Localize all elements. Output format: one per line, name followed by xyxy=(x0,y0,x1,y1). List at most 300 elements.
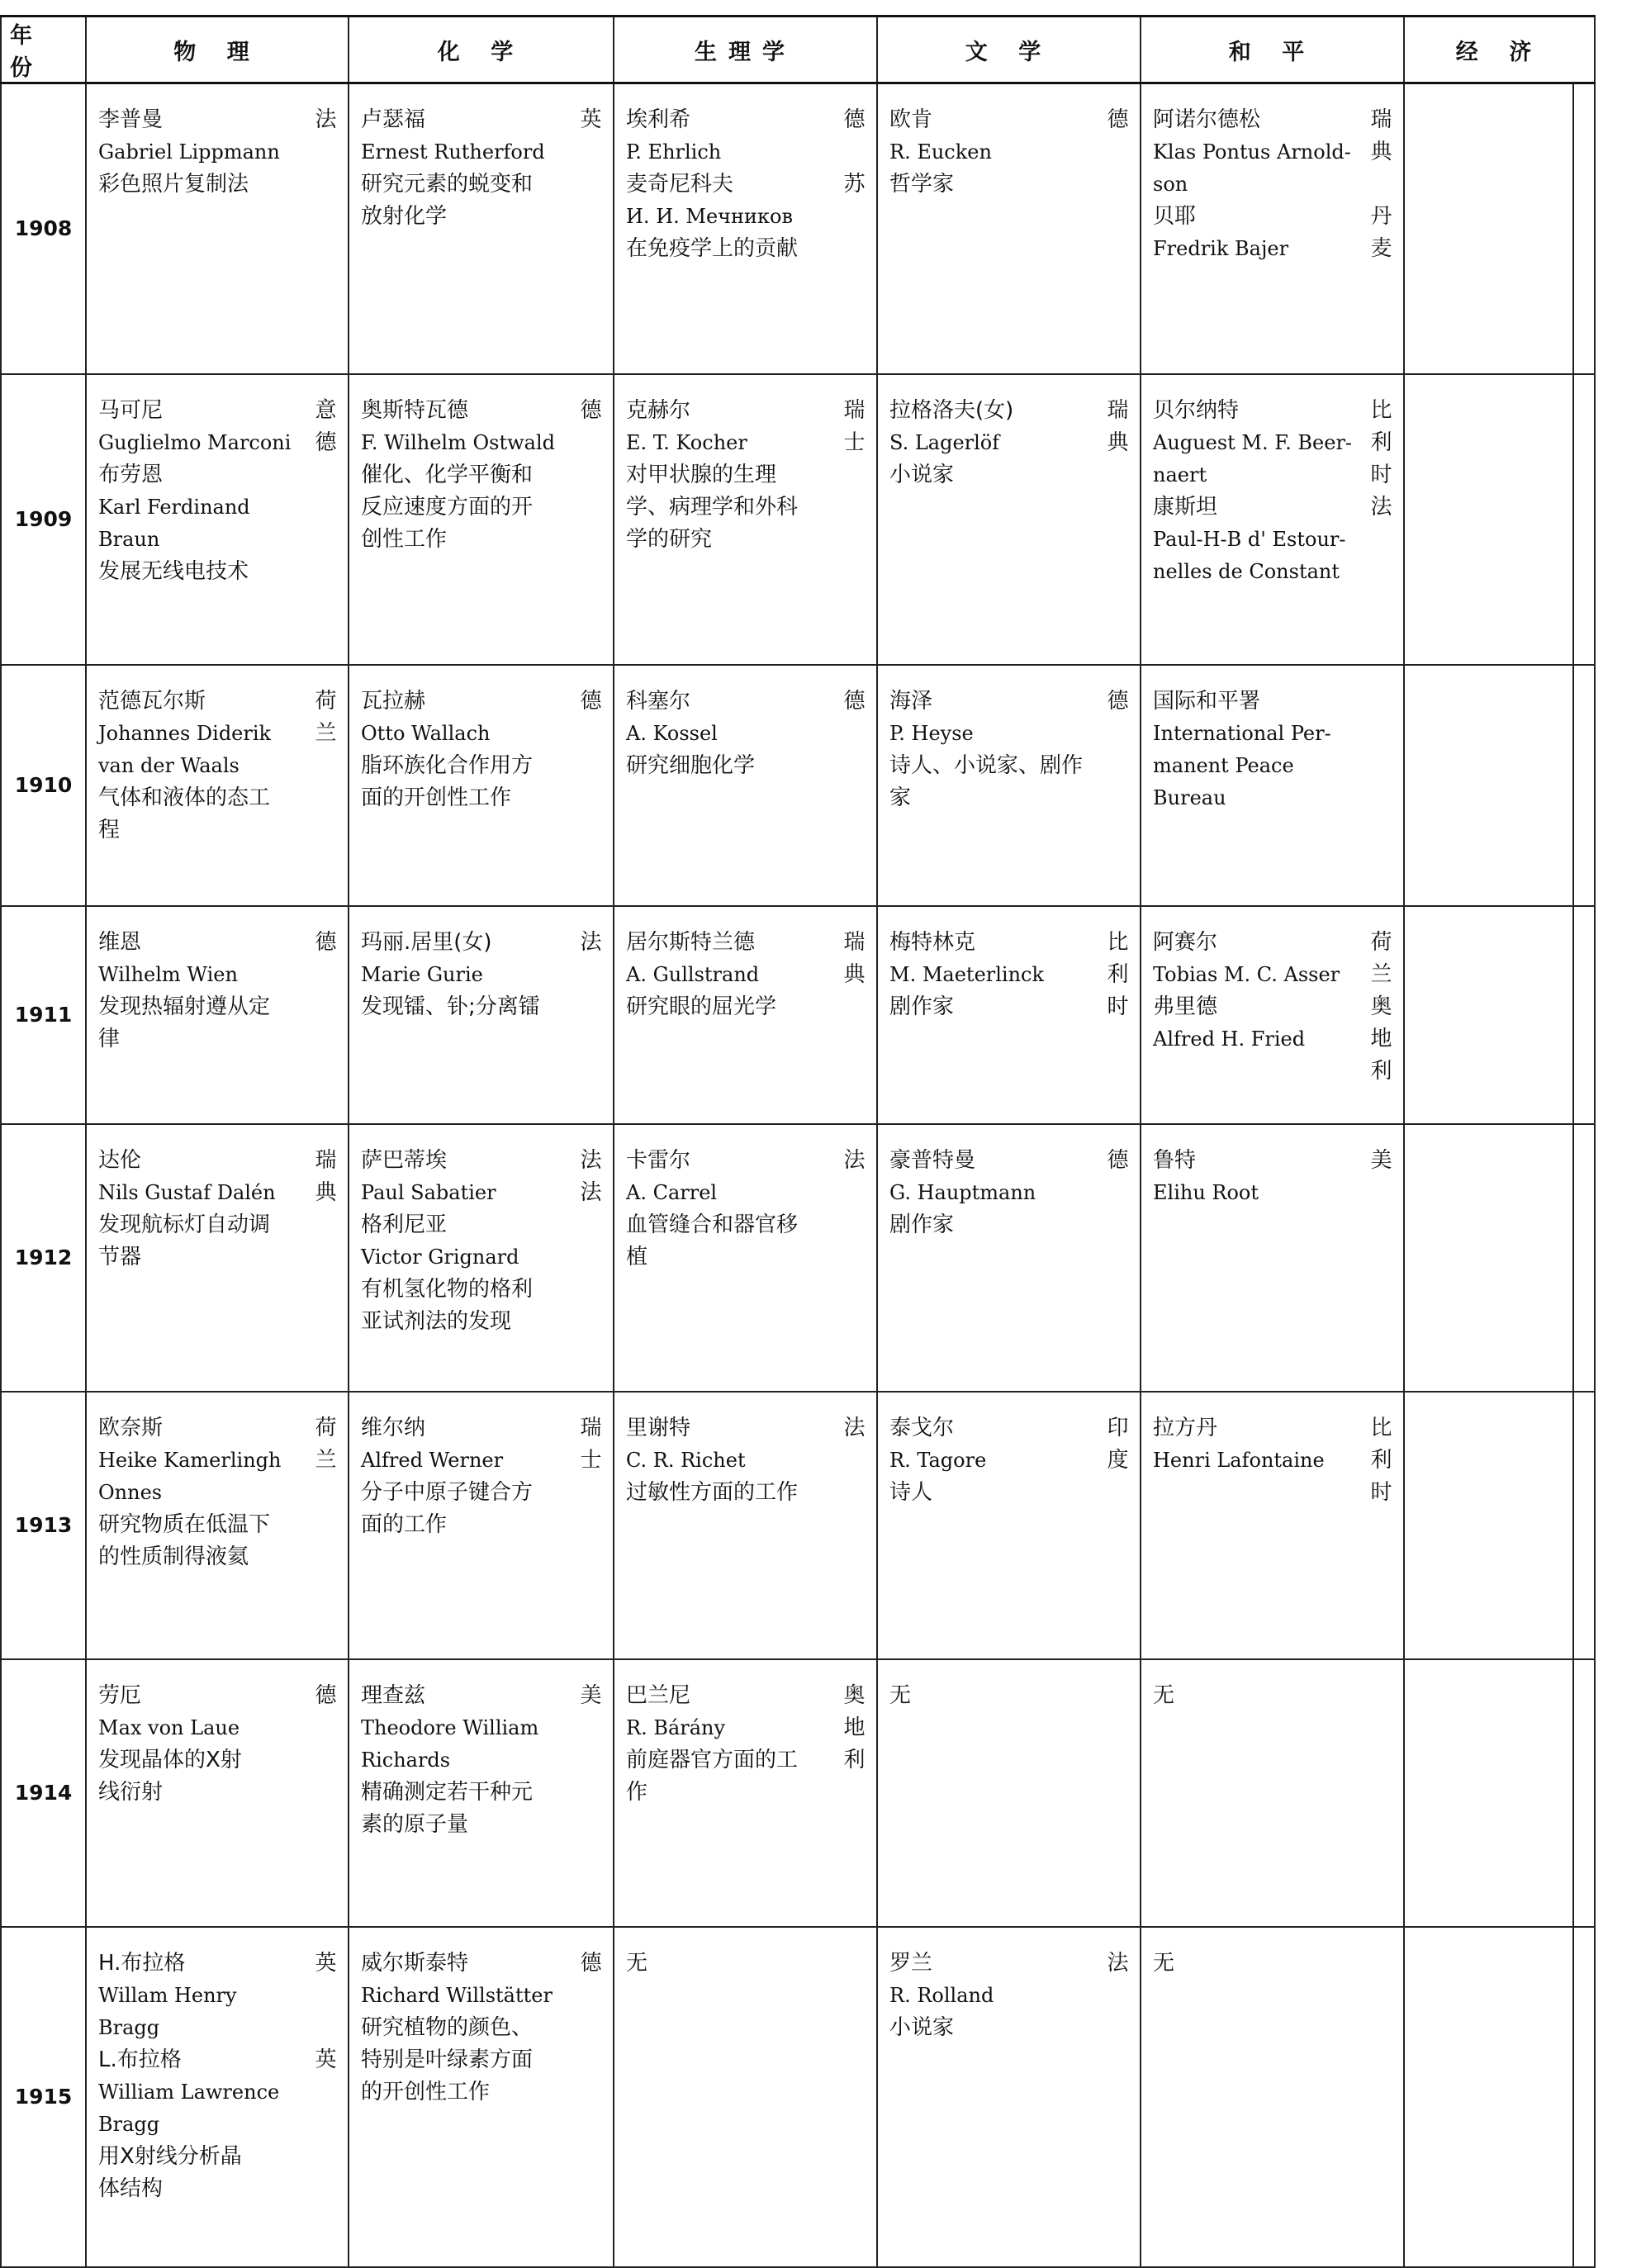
physiology-text-line: 卡雷尔 xyxy=(626,1147,691,1173)
physics-laureate-cell xyxy=(86,665,304,906)
chemistry-country-cell xyxy=(569,374,614,665)
peace-text-line: 康斯坦 xyxy=(1153,494,1218,520)
chemistry-country-char: 德 xyxy=(580,1950,602,1976)
physics-text-line: 发展无线电技术 xyxy=(98,558,249,584)
physiology-country-char: 瑞 xyxy=(843,929,866,955)
chemistry-laureate-cell xyxy=(349,83,569,374)
literature-laureate-cell xyxy=(877,1927,1096,2267)
chemistry-country-cell xyxy=(569,906,614,1124)
physics-text-line: Willam Henry xyxy=(98,1983,237,2007)
literature-country-char: 时 xyxy=(1107,994,1129,1019)
peace-laureate-cell xyxy=(1141,1927,1359,2267)
literature-country-char: 德 xyxy=(1107,688,1129,714)
table-body xyxy=(1,83,1595,2267)
literature-text-line: M. Maeterlinck xyxy=(889,962,1045,986)
header-peace: 和 平 xyxy=(1141,17,1404,83)
physics-text-line: 的性质制得液氦 xyxy=(98,1544,249,1569)
peace-country-char: 利 xyxy=(1370,1058,1392,1084)
literature-text-line: 小说家 xyxy=(889,2014,955,2040)
physics-laureate-cell xyxy=(86,1927,304,2267)
physics-text-line: 研究物质在低温下 xyxy=(98,1511,271,1537)
peace-text-line: 国际和平署 xyxy=(1153,688,1261,714)
chemistry-country-cell xyxy=(569,665,614,906)
physics-country-char: 兰 xyxy=(315,720,337,746)
economics-laureate-cell xyxy=(1404,374,1573,665)
physics-country-char: 荷 xyxy=(315,688,337,714)
chemistry-text-line: 玛丽.居里(女) xyxy=(361,929,492,955)
physics-laureate-cell xyxy=(86,1124,304,1392)
literature-country-cell xyxy=(1096,1927,1141,2267)
economics-country-cell xyxy=(1573,665,1595,906)
year-cell: 1913 xyxy=(1,1392,86,1659)
literature-country-cell xyxy=(1096,374,1141,665)
economics-country-cell xyxy=(1573,1927,1595,2267)
chemistry-country-cell xyxy=(569,1124,614,1392)
physiology-laureate-cell xyxy=(614,906,832,1124)
physiology-text-line: 科塞尔 xyxy=(626,688,691,714)
physics-text-line: 发现晶体的X射 xyxy=(98,1747,242,1772)
peace-country-char: 时 xyxy=(1370,1479,1392,1505)
physiology-text-line: 血管缝合和器官移 xyxy=(626,1212,799,1237)
peace-text-line: 拉方丹 xyxy=(1153,1415,1218,1440)
nobel-prize-table xyxy=(0,15,1596,2268)
literature-text-line: 家 xyxy=(889,785,912,810)
physics-text-line: Bragg xyxy=(98,2112,160,2136)
chemistry-laureate-cell xyxy=(349,374,569,665)
physiology-country-char: 典 xyxy=(843,961,866,987)
chemistry-country-char: 美 xyxy=(580,1682,602,1708)
economics-country-cell xyxy=(1573,1392,1595,1659)
physics-country-char: 英 xyxy=(315,1950,337,1976)
literature-country-cell xyxy=(1096,1392,1141,1659)
economics-country-cell xyxy=(1573,906,1595,1124)
chemistry-text-line: 放射化学 xyxy=(361,204,448,229)
physiology-text-line: 研究细胞化学 xyxy=(626,752,756,778)
physics-text-line: 体结构 xyxy=(98,2175,164,2201)
peace-laureate-cell xyxy=(1141,1124,1359,1392)
table-row xyxy=(1,374,1595,665)
chemistry-country-char: 英 xyxy=(580,107,602,132)
literature-text-line: 哲学家 xyxy=(889,172,955,197)
physics-laureate-cell xyxy=(86,1392,304,1659)
peace-country-char: 法 xyxy=(1370,494,1392,520)
chemistry-text-line: 格利尼亚 xyxy=(361,1212,448,1237)
physiology-text-line: 克赫尔 xyxy=(626,397,691,423)
literature-laureate-cell xyxy=(877,374,1096,665)
physics-text-line: H.布拉格 xyxy=(98,1950,186,1976)
physics-text-line: Heike Kamerlingh xyxy=(98,1448,282,1472)
physiology-text-line: 巴兰尼 xyxy=(626,1682,691,1708)
physics-text-line: 程 xyxy=(98,817,121,842)
literature-country-char: 典 xyxy=(1107,429,1129,455)
peace-text-line: nelles de Constant xyxy=(1153,559,1340,583)
physics-text-line: 布劳恩 xyxy=(98,462,164,487)
literature-country-char: 利 xyxy=(1107,961,1129,987)
literature-country-char: 瑞 xyxy=(1107,397,1129,423)
literature-country-cell xyxy=(1096,665,1141,906)
physics-text-line: Johannes Diderik xyxy=(98,721,272,745)
chemistry-laureate-cell xyxy=(349,1927,569,2267)
peace-country-char: 利 xyxy=(1370,1447,1392,1473)
physiology-text-line: 居尔斯特兰德 xyxy=(626,929,756,955)
physiology-country-cell xyxy=(832,1659,877,1927)
physiology-country-char: 奥 xyxy=(843,1682,866,1708)
peace-text-line: Bureau xyxy=(1153,785,1226,809)
peace-country-cell xyxy=(1359,83,1404,374)
chemistry-text-line: 创性工作 xyxy=(361,526,448,552)
physiology-country-cell xyxy=(832,1124,877,1392)
peace-country-char: 利 xyxy=(1370,429,1392,455)
year-cell: 1914 xyxy=(1,1659,86,1927)
peace-country-cell xyxy=(1359,1659,1404,1927)
chemistry-text-line: Richard Willstätter xyxy=(361,1983,553,2007)
chemistry-text-line: Paul Sabatier xyxy=(361,1180,496,1204)
chemistry-text-line: 精确测定若干种元 xyxy=(361,1779,534,1805)
physiology-laureate-cell xyxy=(614,1124,832,1392)
peace-country-char: 比 xyxy=(1370,1415,1392,1440)
physics-text-line: 气体和液体的态工 xyxy=(98,785,271,810)
chemistry-text-line: 研究植物的颜色、 xyxy=(361,2014,534,2040)
peace-laureate-cell xyxy=(1141,665,1359,906)
chemistry-country-cell xyxy=(569,1927,614,2267)
peace-country-cell xyxy=(1359,1392,1404,1659)
year-cell: 1912 xyxy=(1,1124,86,1392)
literature-laureate-cell xyxy=(877,1659,1096,1927)
chemistry-text-line: 特别是叶绿素方面 xyxy=(361,2047,534,2072)
chemistry-text-line: 面的工作 xyxy=(361,1511,448,1537)
economics-country-cell xyxy=(1573,1124,1595,1392)
chemistry-country-cell xyxy=(569,83,614,374)
economics-country-cell xyxy=(1573,1659,1595,1927)
peace-country-char: 比 xyxy=(1370,397,1392,423)
literature-laureate-cell xyxy=(877,906,1096,1124)
chemistry-text-line: Marie Gurie xyxy=(361,962,483,986)
physics-text-line: 欧奈斯 xyxy=(98,1415,164,1440)
physics-text-line: 用X射线分析晶 xyxy=(98,2143,242,2169)
physics-country-cell xyxy=(304,1659,349,1927)
literature-text-line: 泰戈尔 xyxy=(889,1415,955,1440)
table-row xyxy=(1,1392,1595,1659)
physics-laureate-cell xyxy=(86,906,304,1124)
physics-country-char: 典 xyxy=(315,1179,337,1205)
chemistry-country-cell xyxy=(569,1659,614,1927)
physics-country-cell xyxy=(304,906,349,1124)
physics-text-line: 律 xyxy=(98,1026,121,1051)
peace-text-line: 贝耶 xyxy=(1153,204,1197,229)
literature-laureate-cell xyxy=(877,1124,1096,1392)
table-row xyxy=(1,1659,1595,1927)
physics-country-cell xyxy=(304,374,349,665)
chemistry-text-line: Alfred Werner xyxy=(361,1448,504,1472)
physiology-country-char: 利 xyxy=(843,1747,866,1772)
header-row xyxy=(1,17,1595,83)
physics-country-char: 荷 xyxy=(315,1415,337,1440)
peace-text-line: Tobias M. C. Asser xyxy=(1153,962,1340,986)
literature-country-char: 法 xyxy=(1107,1950,1129,1976)
literature-laureate-cell xyxy=(877,665,1096,906)
peace-country-char: 瑞 xyxy=(1370,107,1392,132)
economics-laureate-cell xyxy=(1404,665,1573,906)
peace-text-line: 贝尔纳特 xyxy=(1153,397,1240,423)
physiology-country-char: 苏 xyxy=(843,172,866,197)
year-cell: 1909 xyxy=(1,374,86,665)
peace-country-char: 荷 xyxy=(1370,929,1392,955)
physics-text-line: 节器 xyxy=(98,1244,142,1269)
literature-text-line: 拉格洛夫(女) xyxy=(889,397,1014,423)
table-row xyxy=(1,665,1595,906)
peace-text-line: Henri Lafontaine xyxy=(1153,1448,1325,1472)
physics-text-line: 线衍射 xyxy=(98,1779,164,1805)
peace-country-cell xyxy=(1359,1124,1404,1392)
peace-text-line: son xyxy=(1153,173,1188,196)
physics-text-line: Braun xyxy=(98,527,160,551)
physics-text-line: 范德瓦尔斯 xyxy=(98,688,206,714)
peace-laureate-cell xyxy=(1141,374,1359,665)
header-physics: 物 理 xyxy=(86,17,349,83)
physics-text-line: Karl Ferdinand xyxy=(98,495,250,519)
physics-country-char: 法 xyxy=(315,107,337,132)
year-cell: 1915 xyxy=(1,1927,86,2267)
physics-text-line: 马可尼 xyxy=(98,397,164,423)
physiology-laureate-cell xyxy=(614,374,832,665)
physics-text-line: 劳厄 xyxy=(98,1682,142,1708)
chemistry-laureate-cell xyxy=(349,906,569,1124)
peace-text-line: Auguest M. F. Beer- xyxy=(1153,430,1353,454)
physics-text-line: 发现热辐射遵从定 xyxy=(98,994,271,1019)
physiology-country-cell xyxy=(832,374,877,665)
chemistry-text-line: Richards xyxy=(361,1748,451,1772)
table-row xyxy=(1,83,1595,374)
physics-laureate-cell xyxy=(86,374,304,665)
physiology-text-line: 里谢特 xyxy=(626,1415,691,1440)
peace-text-line: 弗里德 xyxy=(1153,994,1218,1019)
chemistry-laureate-cell xyxy=(349,665,569,906)
peace-country-char: 兰 xyxy=(1370,961,1392,987)
literature-country-cell xyxy=(1096,1659,1141,1927)
physics-text-line: 发现航标灯自动调 xyxy=(98,1212,271,1237)
physiology-laureate-cell xyxy=(614,665,832,906)
peace-text-line: 鲁特 xyxy=(1153,1147,1197,1173)
economics-laureate-cell xyxy=(1404,83,1573,374)
physiology-country-char: 德 xyxy=(843,688,866,714)
economics-laureate-cell xyxy=(1404,1659,1573,1927)
physics-text-line: Wilhelm Wien xyxy=(98,962,238,986)
peace-country-char: 地 xyxy=(1370,1026,1392,1051)
chemistry-text-line: 素的原子量 xyxy=(361,1811,469,1837)
peace-country-char: 丹 xyxy=(1370,204,1392,229)
table-row xyxy=(1,906,1595,1124)
physics-text-line: Onnes xyxy=(98,1480,163,1504)
physics-country-cell xyxy=(304,83,349,374)
chemistry-text-line: 研究元素的蜕变和 xyxy=(361,172,534,197)
peace-text-line: naert xyxy=(1153,463,1207,486)
chemistry-text-line: 亚试剂法的发现 xyxy=(361,1308,512,1334)
literature-text-line: 罗兰 xyxy=(889,1950,933,1976)
chemistry-text-line: F. Wilhelm Ostwald xyxy=(361,430,556,454)
physiology-text-line: R. Bárány xyxy=(626,1715,726,1739)
physics-text-line: Bragg xyxy=(98,2015,160,2039)
physics-text-line: 维恩 xyxy=(98,929,142,955)
chemistry-laureate-cell xyxy=(349,1124,569,1392)
literature-text-line: 梅特林克 xyxy=(889,929,976,955)
peace-text-line: manent Peace xyxy=(1153,753,1294,777)
peace-text-line: Fredrik Bajer xyxy=(1153,237,1289,260)
peace-laureate-cell xyxy=(1141,83,1359,374)
literature-country-char: 比 xyxy=(1107,929,1129,955)
chemistry-text-line: Ernest Rutherford xyxy=(361,140,545,164)
chemistry-text-line: 奥斯特瓦德 xyxy=(361,397,469,423)
physics-text-line: 李普曼 xyxy=(98,107,164,132)
chemistry-country-char: 瑞 xyxy=(580,1415,602,1440)
physics-country-char xyxy=(304,2012,348,2044)
chemistry-text-line: 分子中原子键合方 xyxy=(361,1479,534,1505)
economics-laureate-cell xyxy=(1404,1392,1573,1659)
physiology-country-cell xyxy=(832,83,877,374)
literature-text-line: R. Eucken xyxy=(889,140,992,164)
physics-text-line: L.布拉格 xyxy=(98,2047,182,2072)
physiology-text-line: A. Carrel xyxy=(626,1180,718,1204)
peace-country-char: 奥 xyxy=(1370,994,1392,1019)
chemistry-text-line: Victor Grignard xyxy=(361,1245,519,1269)
physiology-text-line: 对甲状腺的生理 xyxy=(626,462,777,487)
physiology-text-line: A. Gullstrand xyxy=(626,962,760,986)
physiology-laureate-cell xyxy=(614,1927,832,2267)
physiology-text-line: A. Kossel xyxy=(626,721,718,745)
physiology-country-char: 法 xyxy=(843,1147,866,1173)
physiology-text-line: 作 xyxy=(626,1779,648,1805)
peace-text-line: International Per- xyxy=(1153,721,1331,745)
physics-country-char: 英 xyxy=(315,2047,337,2072)
header-economics: 经 济 xyxy=(1404,17,1595,83)
physics-country-char: 意 xyxy=(315,397,337,423)
economics-laureate-cell xyxy=(1404,1124,1573,1392)
physiology-country-char: 法 xyxy=(843,1415,866,1440)
physiology-text-line: 麦奇尼科夫 xyxy=(626,172,734,197)
peace-laureate-cell xyxy=(1141,906,1359,1124)
chemistry-text-line: 脂环族化合作用方 xyxy=(361,752,534,778)
physiology-country-char: 瑞 xyxy=(843,397,866,423)
header-chemistry: 化 学 xyxy=(349,17,614,83)
peace-country-char: 美 xyxy=(1370,1147,1392,1173)
physiology-country-char: 德 xyxy=(843,107,866,132)
peace-country-cell xyxy=(1359,665,1404,906)
chemistry-laureate-cell xyxy=(349,1392,569,1659)
peace-text-line: Elihu Root xyxy=(1153,1180,1259,1204)
physics-country-cell xyxy=(304,665,349,906)
peace-text-line: 无 xyxy=(1153,1682,1175,1708)
literature-text-line: R. Rolland xyxy=(889,1983,994,2007)
chemistry-country-char: 法 xyxy=(580,1147,602,1173)
chemistry-country-char: 德 xyxy=(580,397,602,423)
literature-text-line: 诗人 xyxy=(889,1479,933,1505)
physics-country-cell xyxy=(304,1927,349,2267)
chemistry-text-line: 发现镭、钋;分离镭 xyxy=(361,994,540,1019)
literature-laureate-cell xyxy=(877,1392,1096,1659)
literature-country-cell xyxy=(1096,1124,1141,1392)
physics-text-line: 彩色照片复制法 xyxy=(98,172,249,197)
physiology-text-line: 学的研究 xyxy=(626,526,713,552)
physiology-country-cell xyxy=(832,665,877,906)
peace-country-char: 典 xyxy=(1370,140,1392,164)
chemistry-text-line: 反应速度方面的开 xyxy=(361,494,534,520)
physics-text-line: Nils Gustaf Dalén xyxy=(98,1180,276,1204)
literature-country-char: 印 xyxy=(1107,1415,1129,1440)
literature-text-line: 小说家 xyxy=(889,462,955,487)
physics-country-char xyxy=(304,1980,348,2012)
year-cell: 1911 xyxy=(1,906,86,1124)
literature-text-line: 剧作家 xyxy=(889,994,955,1019)
year-cell: 1910 xyxy=(1,665,86,906)
physiology-text-line: 学、病理学和外科 xyxy=(626,494,799,520)
economics-laureate-cell xyxy=(1404,1927,1573,2267)
chemistry-country-char: 德 xyxy=(580,688,602,714)
physics-text-line: Gabriel Lippmann xyxy=(98,140,280,164)
chemistry-text-line: 的开创性工作 xyxy=(361,2079,491,2104)
chemistry-text-line: 萨巴蒂埃 xyxy=(361,1147,448,1173)
literature-laureate-cell xyxy=(877,83,1096,374)
peace-country-cell xyxy=(1359,374,1404,665)
physiology-laureate-cell xyxy=(614,83,832,374)
literature-country-char: 德 xyxy=(1107,107,1129,132)
physiology-laureate-cell xyxy=(614,1659,832,1927)
chemistry-country-cell xyxy=(569,1392,614,1659)
literature-text-line: R. Tagore xyxy=(889,1448,987,1472)
header-year: 年 份 xyxy=(1,17,86,83)
header-literature: 文 学 xyxy=(877,17,1141,83)
physics-country-char: 瑞 xyxy=(315,1147,337,1173)
chemistry-country-char: 法 xyxy=(580,929,602,955)
chemistry-text-line: 瓦拉赫 xyxy=(361,688,426,714)
chemistry-text-line: 维尔纳 xyxy=(361,1415,426,1440)
peace-text-line: Paul-H-B d' Estour- xyxy=(1153,527,1346,551)
peace-laureate-cell xyxy=(1141,1392,1359,1659)
chemistry-laureate-cell xyxy=(349,1659,569,1927)
literature-country-char: 度 xyxy=(1107,1447,1129,1473)
literature-text-line: 无 xyxy=(889,1682,912,1708)
economics-country-cell xyxy=(1573,83,1595,374)
literature-text-line: 诗人、小说家、剧作 xyxy=(889,752,1084,778)
physiology-text-line: C. R. Richet xyxy=(626,1448,746,1472)
physiology-country-char: 地 xyxy=(843,1715,866,1740)
physics-country-char: 德 xyxy=(315,429,337,455)
chemistry-text-line: 威尔斯泰特 xyxy=(361,1950,469,1976)
physics-text-line: Guglielmo Marconi xyxy=(98,430,292,454)
header-physiology: 生理学 xyxy=(614,17,877,83)
physics-country-char: 德 xyxy=(315,929,337,955)
peace-country-cell xyxy=(1359,906,1404,1124)
physiology-text-line: 在免疫学上的贡献 xyxy=(626,236,799,261)
year-cell: 1908 xyxy=(1,83,86,374)
physiology-text-line: 研究眼的屈光学 xyxy=(626,994,777,1019)
table-row xyxy=(1,1927,1595,2267)
physiology-text-line: 无 xyxy=(626,1950,648,1976)
literature-text-line: 豪普特曼 xyxy=(889,1147,976,1173)
physics-text-line: Max von Laue xyxy=(98,1715,240,1739)
physiology-text-line: P. Ehrlich xyxy=(626,140,722,164)
peace-country-char xyxy=(1359,168,1403,201)
physics-country-char: 兰 xyxy=(315,1447,337,1473)
literature-text-line: 海泽 xyxy=(889,688,933,714)
literature-country-char: 德 xyxy=(1107,1147,1129,1173)
chemistry-text-line: 卢瑟福 xyxy=(361,107,426,132)
peace-text-line: 阿赛尔 xyxy=(1153,929,1218,955)
table-row xyxy=(1,1124,1595,1392)
chemistry-country-char: 士 xyxy=(580,1447,602,1473)
physics-laureate-cell xyxy=(86,1659,304,1927)
physiology-country-cell xyxy=(832,906,877,1124)
physiology-text-line: И. И. Мечников xyxy=(626,205,793,228)
chemistry-text-line: Otto Wallach xyxy=(361,721,491,745)
